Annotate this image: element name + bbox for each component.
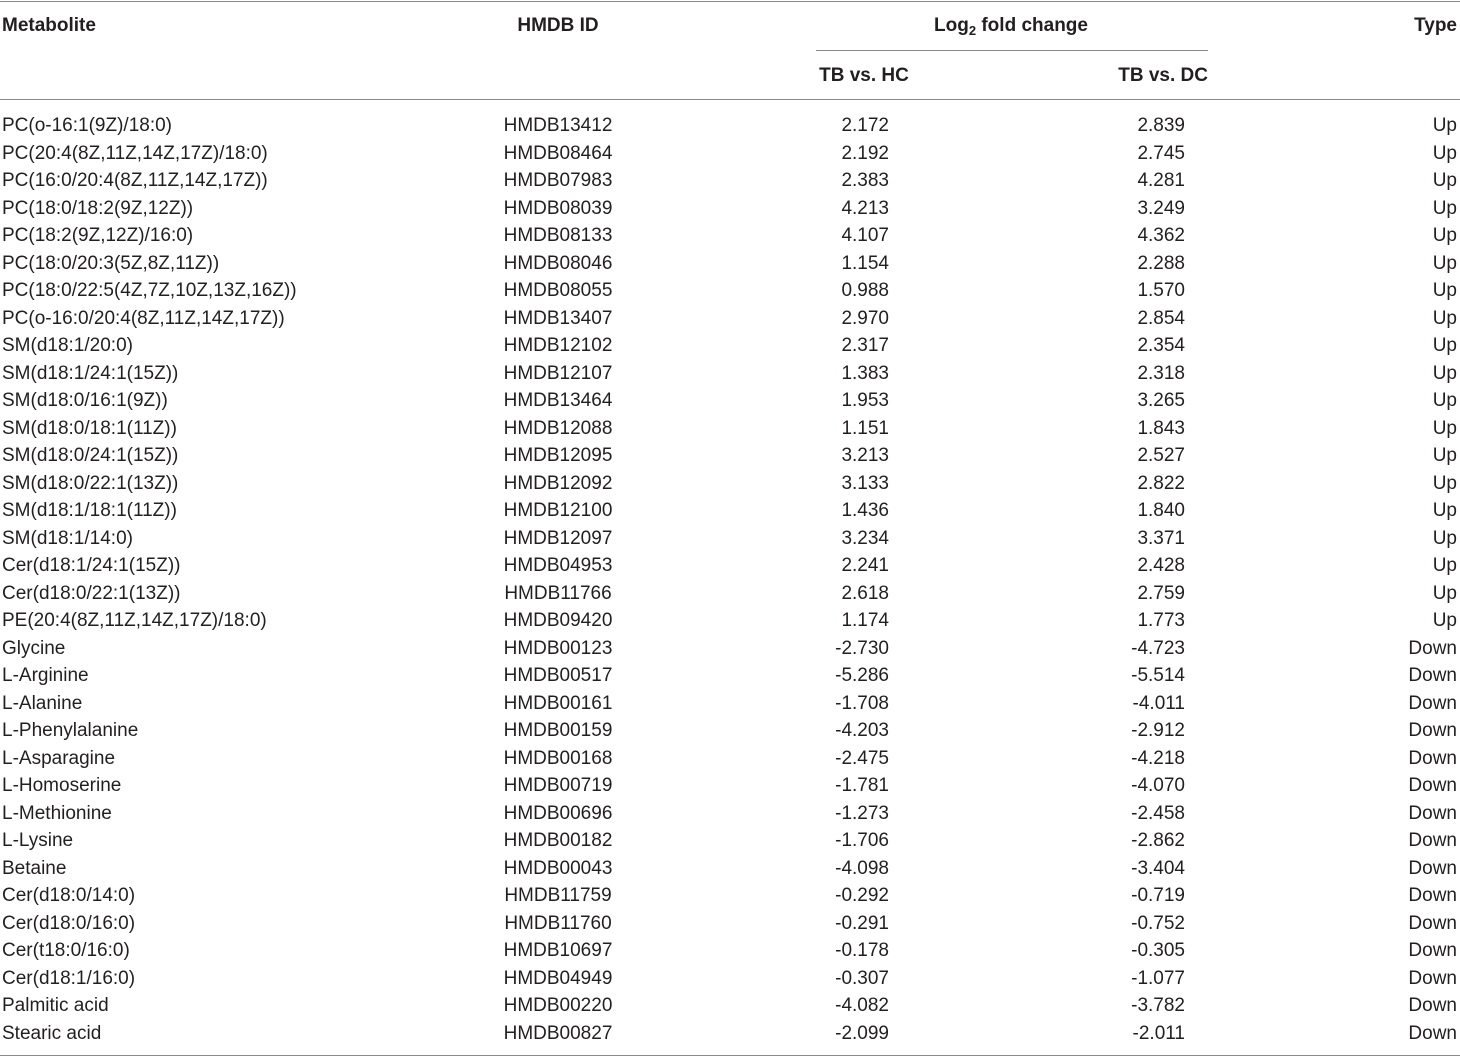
table-body <box>0 112 1460 1047</box>
cell-metabolite: L-Homoserine <box>2 775 122 796</box>
table-row <box>0 635 1460 663</box>
cell-tb-vs-dc: -2.458 <box>1131 802 1185 824</box>
table-row <box>0 607 1460 635</box>
header-log-suffix: fold change <box>976 15 1088 36</box>
table-row <box>0 277 1460 305</box>
cell-tb-vs-dc: 2.428 <box>1137 555 1185 576</box>
table-row <box>0 717 1460 745</box>
cell-tb-vs-dc: -0.719 <box>1131 885 1185 906</box>
cell-type: Up <box>1432 500 1457 521</box>
table-row <box>0 112 1460 140</box>
header-metabolite: Metabolite <box>2 15 96 36</box>
cell-hmdb-id: HMDB08464 <box>503 142 613 164</box>
cell-metabolite: Cer(d18:0/14:0) <box>2 885 136 906</box>
header-log-subscript: 2 <box>968 23 977 38</box>
cell-type: Down <box>1408 1022 1457 1044</box>
cell-tb-vs-hc: -0.178 <box>835 940 889 961</box>
cell-metabolite: Cer(d18:1/16:0) <box>2 967 136 989</box>
cell-type: Up <box>1432 555 1457 576</box>
cell-tb-vs-dc: 2.354 <box>1137 335 1185 356</box>
cell-tb-vs-hc: 2.241 <box>841 555 889 576</box>
cell-tb-vs-hc: 2.383 <box>841 170 889 191</box>
cell-tb-vs-hc: -4.082 <box>835 995 889 1016</box>
cell-tb-vs-hc: 3.133 <box>841 472 889 494</box>
cell-tb-vs-hc: 1.436 <box>841 500 889 521</box>
cell-metabolite: L-Lysine <box>2 830 74 851</box>
cell-hmdb-id: HMDB12102 <box>503 335 613 356</box>
cell-tb-vs-dc: -2.862 <box>1131 830 1185 851</box>
header-type: Type <box>1414 15 1457 36</box>
cell-type: Down <box>1408 802 1457 824</box>
cell-tb-vs-dc: 2.839 <box>1137 115 1185 136</box>
cell-type: Down <box>1408 967 1457 989</box>
cell-tb-vs-hc: -0.307 <box>835 967 889 989</box>
cell-type: Up <box>1432 582 1457 604</box>
cell-hmdb-id: HMDB12088 <box>503 417 613 439</box>
cell-type: Down <box>1408 885 1457 906</box>
cell-tb-vs-dc: -3.404 <box>1131 857 1185 879</box>
cell-tb-vs-dc: -4.011 <box>1132 692 1185 714</box>
cell-tb-vs-hc: 1.383 <box>841 362 889 384</box>
cell-hmdb-id: HMDB04949 <box>503 967 613 989</box>
cell-metabolite: L-Asparagine <box>2 747 116 769</box>
cell-metabolite: L-Phenylalanine <box>2 720 139 741</box>
cell-hmdb-id: HMDB00827 <box>503 1022 613 1044</box>
cell-metabolite: Stearic acid <box>2 1022 102 1044</box>
cell-type: Down <box>1408 995 1457 1016</box>
cell-tb-vs-dc: 4.362 <box>1137 225 1185 246</box>
header-log2-fold-change <box>934 15 1088 37</box>
cell-tb-vs-hc: -2.730 <box>835 637 889 659</box>
cell-metabolite: Cer(d18:1/24:1(15Z)) <box>2 555 181 576</box>
cell-metabolite: PC(o-16:1(9Z)/18:0) <box>2 115 173 136</box>
cell-metabolite: L-Arginine <box>2 665 89 686</box>
cell-type: Up <box>1432 390 1457 411</box>
cell-type: Up <box>1432 280 1457 301</box>
cell-hmdb-id: HMDB12097 <box>503 527 613 549</box>
cell-hmdb-id: HMDB12107 <box>503 362 613 384</box>
cell-type: Down <box>1408 747 1457 769</box>
cell-tb-vs-dc: 1.843 <box>1137 417 1185 439</box>
cell-tb-vs-dc: 2.288 <box>1137 252 1185 274</box>
cell-hmdb-id: HMDB12100 <box>503 500 613 521</box>
table-row <box>0 772 1460 800</box>
cell-hmdb-id: HMDB00123 <box>503 637 613 659</box>
cell-metabolite: L-Alanine <box>2 692 83 714</box>
cell-tb-vs-hc: 1.151 <box>841 417 889 439</box>
cell-tb-vs-hc: -4.098 <box>835 857 889 879</box>
cell-tb-vs-dc: 3.249 <box>1137 197 1185 219</box>
cell-metabolite: PC(18:0/18:2(9Z,12Z)) <box>2 197 194 219</box>
cell-tb-vs-dc: 3.265 <box>1137 390 1185 411</box>
cell-type: Down <box>1408 775 1457 796</box>
cell-metabolite: SM(d18:1/14:0) <box>2 527 133 549</box>
cell-hmdb-id: HMDB11766 <box>504 582 612 604</box>
cell-hmdb-id: HMDB12092 <box>503 472 613 494</box>
cell-tb-vs-dc: 1.570 <box>1137 280 1185 301</box>
cell-tb-vs-dc: -0.305 <box>1131 940 1185 961</box>
cell-tb-vs-dc: -1.077 <box>1131 967 1185 989</box>
cell-metabolite: PC(18:0/20:3(5Z,8Z,11Z)) <box>2 252 220 274</box>
cell-hmdb-id: HMDB08055 <box>503 280 613 301</box>
cell-tb-vs-hc: 1.174 <box>841 610 889 631</box>
cell-hmdb-id: HMDB13464 <box>503 390 613 411</box>
header-hmdb-id: HMDB ID <box>517 15 599 36</box>
cell-metabolite: SM(d18:0/24:1(15Z)) <box>2 445 179 466</box>
table-row <box>0 965 1460 993</box>
cell-tb-vs-hc: 1.154 <box>841 252 889 274</box>
table-row <box>0 910 1460 938</box>
cell-tb-vs-dc: 1.840 <box>1137 500 1185 521</box>
cell-tb-vs-hc: 3.234 <box>841 527 889 549</box>
cell-hmdb-id: HMDB00517 <box>503 665 613 686</box>
cell-metabolite: Cer(d18:0/16:0) <box>2 912 136 934</box>
table-bottom-rule <box>0 1055 1460 1056</box>
header-log-prefix: Log <box>934 15 969 36</box>
cell-tb-vs-hc: 2.317 <box>841 335 889 356</box>
cell-tb-vs-dc: -3.782 <box>1131 995 1185 1016</box>
header-tb-vs-dc: TB vs. DC <box>1118 65 1208 86</box>
table-row <box>0 800 1460 828</box>
table-row <box>0 250 1460 278</box>
cell-tb-vs-dc: 2.854 <box>1137 307 1185 329</box>
cell-tb-vs-dc: 2.745 <box>1137 142 1185 164</box>
cell-hmdb-id: HMDB11759 <box>504 885 612 906</box>
cell-metabolite: PC(o-16:0/20:4(8Z,11Z,14Z,17Z)) <box>2 307 285 329</box>
cell-hmdb-id: HMDB08039 <box>503 197 613 219</box>
cell-tb-vs-hc: -0.292 <box>835 885 889 906</box>
cell-tb-vs-dc: 2.527 <box>1137 445 1185 466</box>
cell-metabolite: SM(d18:0/18:1(11Z)) <box>2 417 177 439</box>
cell-tb-vs-dc: -4.218 <box>1131 747 1185 769</box>
cell-tb-vs-dc: -2.011 <box>1132 1022 1185 1044</box>
table-row <box>0 222 1460 250</box>
header-span-rule <box>816 50 1208 51</box>
cell-hmdb-id: HMDB13407 <box>503 307 613 329</box>
cell-tb-vs-hc: -1.273 <box>835 802 889 824</box>
cell-metabolite: PC(16:0/20:4(8Z,11Z,14Z,17Z)) <box>2 170 268 191</box>
cell-tb-vs-dc: 2.759 <box>1137 582 1185 604</box>
cell-metabolite: Glycine <box>2 637 66 659</box>
cell-tb-vs-dc: -2.912 <box>1131 720 1185 741</box>
cell-tb-vs-hc: 2.192 <box>841 142 889 164</box>
cell-type: Down <box>1408 692 1457 714</box>
table-row <box>0 305 1460 333</box>
table-row <box>0 827 1460 855</box>
cell-type: Down <box>1408 665 1457 686</box>
cell-tb-vs-dc: -4.723 <box>1131 637 1185 659</box>
table-row <box>0 167 1460 195</box>
cell-metabolite: Palmitic acid <box>2 995 109 1016</box>
cell-tb-vs-hc: 2.618 <box>841 582 889 604</box>
header-bottom-rule <box>0 99 1460 100</box>
cell-tb-vs-hc: 4.213 <box>841 197 889 219</box>
cell-type: Up <box>1432 170 1457 191</box>
cell-type: Down <box>1408 940 1457 961</box>
cell-hmdb-id: HMDB11760 <box>504 912 612 934</box>
cell-type: Up <box>1432 445 1457 466</box>
cell-type: Up <box>1432 307 1457 329</box>
cell-tb-vs-hc: -1.706 <box>835 830 889 851</box>
cell-tb-vs-hc: -1.781 <box>835 775 889 796</box>
cell-tb-vs-hc: 1.953 <box>841 390 889 411</box>
cell-tb-vs-dc: 2.318 <box>1137 362 1185 384</box>
cell-hmdb-id: HMDB00043 <box>503 857 613 879</box>
cell-tb-vs-hc: -5.286 <box>835 665 889 686</box>
cell-tb-vs-dc: -0.752 <box>1131 912 1185 934</box>
cell-tb-vs-hc: 0.988 <box>841 280 889 301</box>
table-row <box>0 360 1460 388</box>
cell-tb-vs-dc: 1.773 <box>1137 610 1185 631</box>
cell-tb-vs-dc: 3.371 <box>1137 527 1185 549</box>
cell-tb-vs-hc: 2.172 <box>841 115 889 136</box>
cell-hmdb-id: HMDB09420 <box>503 610 613 631</box>
cell-type: Up <box>1432 362 1457 384</box>
table-row <box>0 332 1460 360</box>
table-row <box>0 937 1460 965</box>
cell-type: Up <box>1432 225 1457 246</box>
cell-hmdb-id: HMDB12095 <box>503 445 613 466</box>
cell-type: Up <box>1432 527 1457 549</box>
cell-type: Down <box>1408 912 1457 934</box>
table-row <box>0 470 1460 498</box>
cell-metabolite: Cer(d18:0/22:1(13Z)) <box>2 582 181 604</box>
cell-metabolite: SM(d18:0/16:1(9Z)) <box>2 390 168 411</box>
cell-tb-vs-hc: -4.203 <box>835 720 889 741</box>
cell-metabolite: SM(d18:1/20:0) <box>2 335 133 356</box>
cell-type: Down <box>1408 857 1457 879</box>
cell-metabolite: Cer(t18:0/16:0) <box>2 940 130 961</box>
cell-type: Down <box>1408 637 1457 659</box>
cell-metabolite: PC(18:0/22:5(4Z,7Z,10Z,13Z,16Z)) <box>2 280 297 301</box>
table-row <box>0 882 1460 910</box>
cell-tb-vs-hc: -2.475 <box>835 747 889 769</box>
header-tb-vs-hc: TB vs. HC <box>819 65 909 86</box>
cell-type: Up <box>1432 335 1457 356</box>
cell-metabolite: PC(20:4(8Z,11Z,14Z,17Z)/18:0) <box>2 142 268 164</box>
cell-tb-vs-hc: -2.099 <box>835 1022 889 1044</box>
table-row <box>0 415 1460 443</box>
cell-hmdb-id: HMDB04953 <box>503 555 613 576</box>
cell-hmdb-id: HMDB08133 <box>503 225 613 246</box>
table-row <box>0 552 1460 580</box>
cell-tb-vs-hc: 3.213 <box>841 445 889 466</box>
cell-hmdb-id: HMDB10697 <box>503 940 613 961</box>
table-top-rule <box>0 1 1460 2</box>
cell-type: Down <box>1408 830 1457 851</box>
cell-hmdb-id: HMDB00168 <box>503 747 613 769</box>
cell-metabolite: Betaine <box>2 857 67 879</box>
cell-type: Up <box>1432 417 1457 439</box>
cell-metabolite: SM(d18:1/24:1(15Z)) <box>2 362 179 384</box>
cell-hmdb-id: HMDB13412 <box>503 115 613 136</box>
cell-type: Down <box>1408 720 1457 741</box>
cell-tb-vs-dc: 2.822 <box>1137 472 1185 494</box>
cell-hmdb-id: HMDB00696 <box>503 802 613 824</box>
cell-tb-vs-hc: 4.107 <box>841 225 889 246</box>
cell-tb-vs-hc: -1.708 <box>835 692 889 714</box>
table-row <box>0 140 1460 168</box>
cell-hmdb-id: HMDB00220 <box>503 995 613 1016</box>
cell-metabolite: PE(20:4(8Z,11Z,14Z,17Z)/18:0) <box>2 610 267 631</box>
table-row <box>0 497 1460 525</box>
table-row <box>0 662 1460 690</box>
table-row <box>0 745 1460 773</box>
cell-tb-vs-hc: 2.970 <box>841 307 889 329</box>
table-row <box>0 992 1460 1020</box>
cell-hmdb-id: HMDB07983 <box>503 170 613 191</box>
table-row <box>0 442 1460 470</box>
cell-metabolite: PC(18:2(9Z,12Z)/16:0) <box>2 225 194 246</box>
table-row <box>0 580 1460 608</box>
cell-type: Up <box>1432 142 1457 164</box>
cell-metabolite: SM(d18:0/22:1(13Z)) <box>2 472 179 494</box>
table-row <box>0 1020 1460 1048</box>
cell-metabolite: L-Methionine <box>2 802 112 824</box>
cell-type: Up <box>1432 197 1457 219</box>
cell-hmdb-id: HMDB00719 <box>503 775 613 796</box>
cell-type: Up <box>1432 610 1457 631</box>
cell-hmdb-id: HMDB00182 <box>503 830 613 851</box>
cell-tb-vs-hc: -0.291 <box>835 912 889 934</box>
table-row <box>0 855 1460 883</box>
cell-hmdb-id: HMDB00159 <box>503 720 613 741</box>
cell-type: Up <box>1432 252 1457 274</box>
cell-tb-vs-dc: -4.070 <box>1131 775 1185 796</box>
cell-type: Up <box>1432 472 1457 494</box>
table-row <box>0 387 1460 415</box>
cell-hmdb-id: HMDB08046 <box>503 252 613 274</box>
cell-tb-vs-dc: -5.514 <box>1131 665 1185 686</box>
cell-hmdb-id: HMDB00161 <box>503 692 613 714</box>
table-row <box>0 525 1460 553</box>
table-row <box>0 195 1460 223</box>
cell-type: Up <box>1432 115 1457 136</box>
table-row <box>0 690 1460 718</box>
cell-tb-vs-dc: 4.281 <box>1137 170 1185 191</box>
cell-metabolite: SM(d18:1/18:1(11Z)) <box>2 500 177 521</box>
